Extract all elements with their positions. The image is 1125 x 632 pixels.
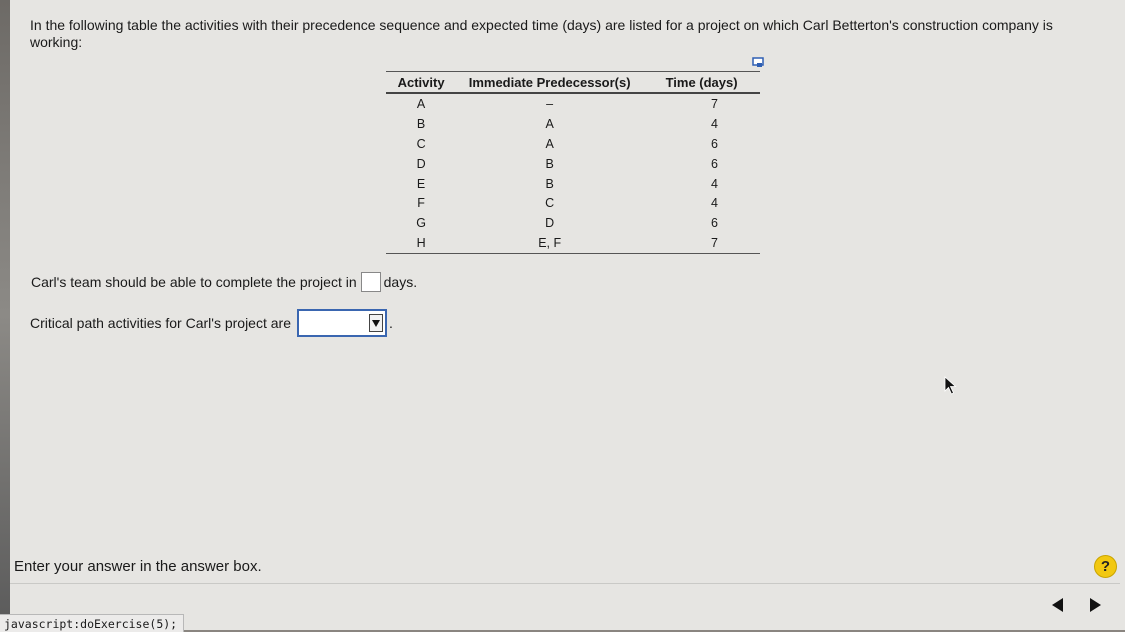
predecessor-cell: E, F <box>456 233 643 253</box>
activity-cell: G <box>416 216 426 231</box>
completion-suffix: days. <box>383 274 418 290</box>
time-cell: 4 <box>711 196 718 211</box>
activity-table <box>386 71 760 254</box>
activity-cell: A <box>416 96 426 111</box>
critical-path-suffix: . <box>388 315 393 331</box>
critical-path-select[interactable] <box>297 309 387 337</box>
predecessor-cell: – <box>546 96 554 111</box>
activity-cell: E <box>416 176 426 191</box>
time-cell: 7 <box>643 233 760 253</box>
time-cell: 4 <box>711 176 718 191</box>
critical-path-prefix: Critical path activities for Carl's project are <box>30 315 291 331</box>
activity-cell: D <box>416 156 426 171</box>
completion-line <box>31 272 417 292</box>
triangle-right-icon[interactable] <box>1090 598 1101 612</box>
completion-prefix: Carl's team should be able to complete the project in <box>31 274 357 290</box>
time-cell: 6 <box>711 216 718 231</box>
status-bar: javascript:doExercise(5); <box>0 614 184 632</box>
header-activity: Activity <box>386 72 456 94</box>
time-cell: 4 <box>711 116 718 131</box>
table-row <box>386 114 760 134</box>
table-row <box>386 154 760 174</box>
question-text: In the following table the activities with their precedence sequence and expected time (days) are listed for a project on which Carl Betterton's construction company is working: <box>30 17 1053 50</box>
triangle-left-icon[interactable] <box>1052 598 1063 612</box>
days-answer-input[interactable] <box>361 272 381 292</box>
header-predecessors: Immediate Predecessor(s) <box>456 72 643 94</box>
activity-cell: C <box>416 136 426 151</box>
predecessor-cell: D <box>545 216 555 231</box>
table-row <box>386 233 760 253</box>
activity-cell: F <box>417 196 425 211</box>
predecessor-cell: A <box>545 116 554 131</box>
table-row <box>386 174 760 194</box>
copy-icon[interactable] <box>752 57 766 68</box>
header-time: Time (days) <box>643 72 760 94</box>
predecessor-cell: B <box>545 156 554 171</box>
help-button[interactable]: ? <box>1094 555 1117 578</box>
time-cell: 7 <box>711 96 718 111</box>
time-cell: 6 <box>711 136 718 151</box>
table-row <box>386 213 760 233</box>
activity-cell: H <box>386 233 456 253</box>
time-cell: 6 <box>711 156 718 171</box>
footer-divider <box>10 583 1120 584</box>
screen-bezel <box>0 0 10 630</box>
table-row <box>386 93 760 114</box>
predecessor-cell: C <box>545 196 555 211</box>
table-row <box>386 134 760 154</box>
answer-hint: Enter your answer in the answer box. <box>14 558 262 575</box>
critical-path-line <box>30 309 393 337</box>
predecessor-cell: B <box>545 176 554 191</box>
chevron-down-icon[interactable] <box>369 314 383 332</box>
mouse-pointer-icon <box>944 376 958 396</box>
predecessor-cell: A <box>545 136 554 151</box>
table-row <box>386 193 760 213</box>
activity-cell: B <box>416 116 426 131</box>
